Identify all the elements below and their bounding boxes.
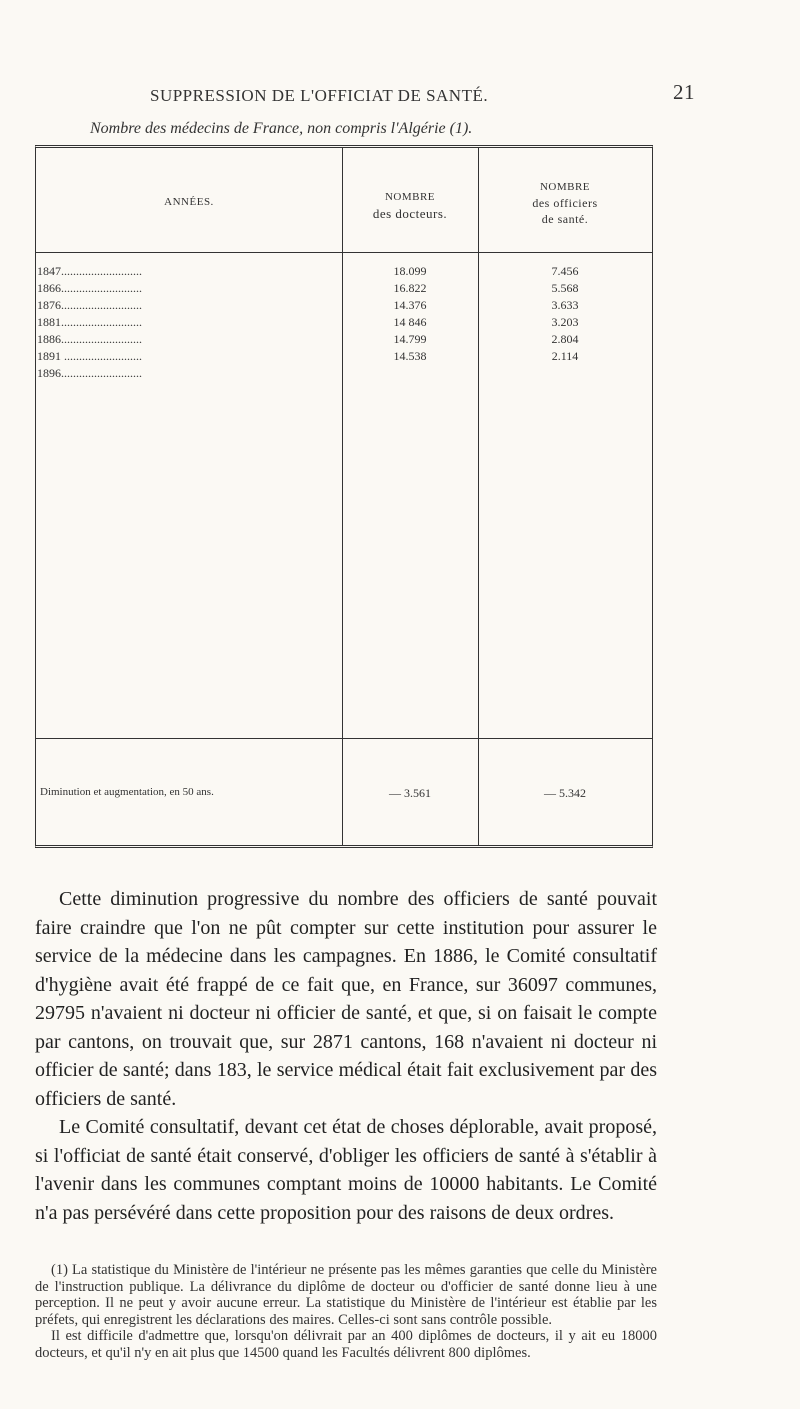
cell-doctors: 14.376 [393,298,427,312]
page-number: 21 [673,80,695,104]
header-officers-line1: NOMBRE [539,181,591,193]
header-doctors-line1: NOMBRE [384,191,436,203]
summary-officers: — 5.342 [544,786,586,800]
summary-doctors: — 3.561 [389,786,431,800]
paragraph: Le Comité consultatif, devant cet état de choses déplorable, avait proposé, si l'officiat de santé était conservé, d'obliger les officiers de santé à s'établir à l'avenir dans les communes comptant moins de 10000 habitants. Le Comité n'a pas persévéré dans cette proposition pour des raisons de deux ordres. [35,1116,657,1224]
summary-label: Diminution et augmentation, en 50 ans. [40,786,214,798]
footnote: Il est difficile d'admettre que, lorsqu'on délivrait par an 400 diplômes de docteurs, il y ait eu 18000 docteurs, et qu'il n'y en ait plus que 14500 quand les Facultés délivrent 800 diplômes. [35,1328,657,1361]
running-title: SUPPRESSION DE L'OFFICIAT DE SANTÉ. [150,86,489,105]
summary-divider [36,738,652,739]
cell-officers: 5.568 [551,281,579,295]
row-year: 1896........................... [37,366,142,380]
row-year: 1847........................... [37,264,142,278]
cell-doctors: 18.099 [393,264,427,278]
running-header [150,80,695,112]
cell-doctors: 14 846 [393,315,427,329]
header-doctors-line2: des docteurs. [372,206,448,221]
cell-officers: 3.633 [551,298,579,312]
statistics-table [35,145,653,848]
header-officers-line3: de santé. [541,212,589,226]
cell-doctors: 14.799 [393,332,427,346]
body-text [35,885,657,1227]
cell-doctors: 14.538 [393,349,427,363]
footnotes [35,1262,657,1361]
cell-officers: 2.114 [551,349,579,363]
cell-officers: 3.203 [551,315,579,329]
cell-officers: 7.456 [551,264,579,278]
table-caption: Nombre des médecins de France, non compris l'Algérie (1). [90,120,473,137]
header-divider [36,252,652,253]
header-officers-line2: des officiers [532,196,598,210]
row-year: 1866........................... [37,281,142,295]
cell-doctors: 16.822 [393,281,427,295]
header-years: ANNÉES. [164,196,214,208]
paragraph: Cette diminution progressive du nombre des officiers de santé pouvait faire craindre que l'on ne pût compter sur cette institution pour assurer le service de la médecine dans les campagnes. En 1886, le Comité consultatif d'hygiène avait été frappé de ce fait que, en France, sur 36097 communes, 29795 n'avaient ni docteur ni officier de santé, et que, si on faisait le compte par cantons, on trouvait que, sur 2871 cantons, 168 n'avaient ni docteur ni officier de santé; dans 183, le service médical était fait exclusivement par des officiers de santé. [35,888,657,1110]
row-year: 1886........................... [37,332,142,346]
row-year: 1876........................... [37,298,142,312]
cell-officers: 2.804 [551,332,579,346]
row-year: 1891 .......................... [37,349,142,363]
footnote: (1) La statistique du Ministère de l'intérieur ne présente pas les mêmes garanties que celle du Ministère de l'instruction publique. La délivrance du diplôme de docteur ou d'officier de santé donne lieu à une perception. Il ne peut y avoir aucune erreur. La statistique du Ministère de l'intérieur est établie par les préfets, qui enregistrent les déclarations des maires. Celles-ci sont sans contrôle possible. [35,1262,657,1328]
row-year: 1881........................... [37,315,142,329]
